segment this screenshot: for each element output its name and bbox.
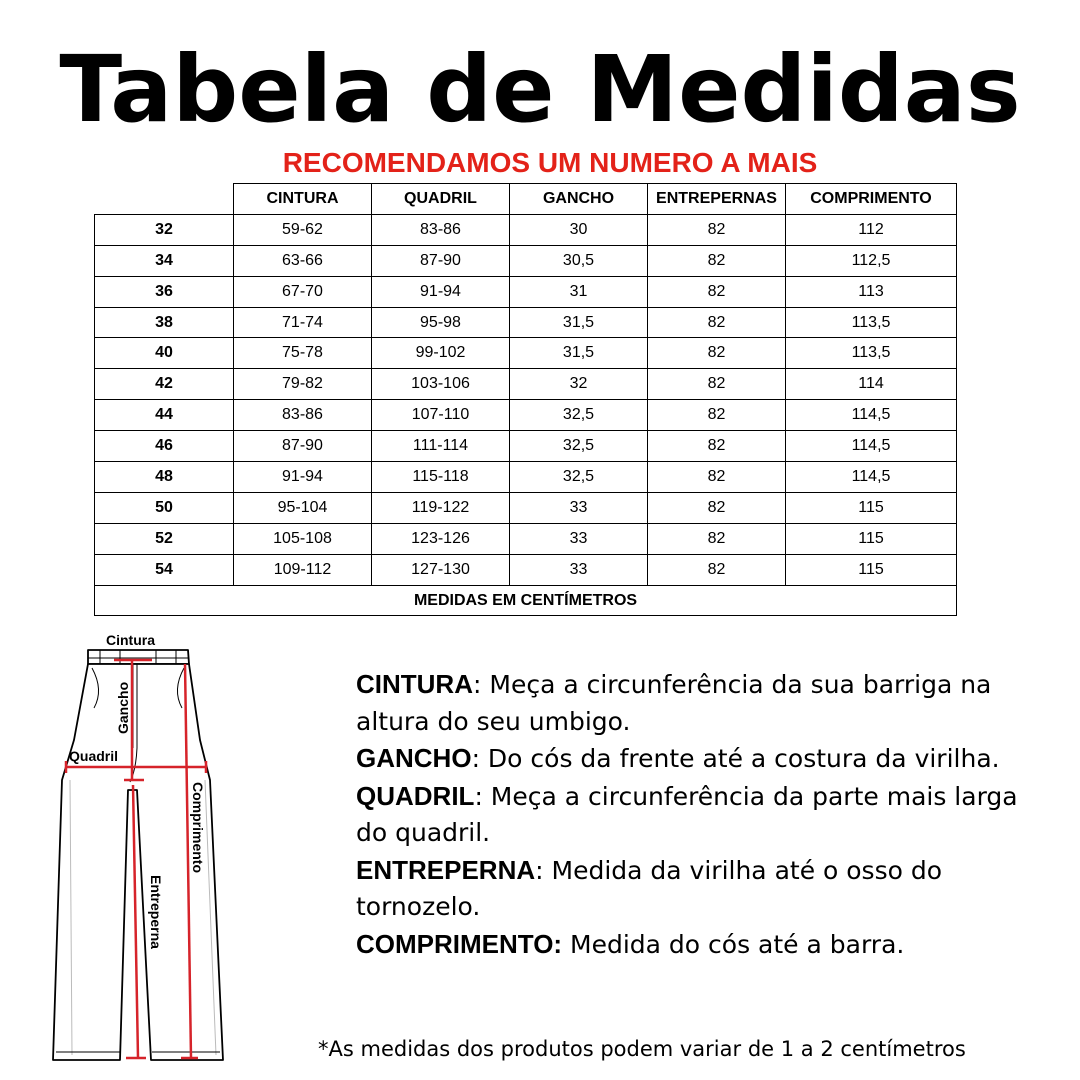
table-cell: 111-114 [372,431,510,462]
size-cell: 38 [95,307,234,338]
table-cell: 82 [648,554,786,585]
header-cintura: CINTURA [234,184,372,215]
label-gancho: Gancho [115,681,131,734]
table-cell: 32,5 [510,462,648,493]
size-cell: 32 [95,214,234,245]
table-cell: 71-74 [234,307,372,338]
table-cell: 83-86 [372,214,510,245]
table-cell: 31,5 [510,338,648,369]
desc-entreperna [356,852,1056,926]
table-cell: 91-94 [372,276,510,307]
table-cell: 82 [648,245,786,276]
desc-cintura [356,666,1056,740]
table-footer-row [95,585,957,616]
table-cell: 33 [510,492,648,523]
table-cell: 114,5 [786,400,957,431]
text-gancho: : Do cós da frente até a costura da virilha. [471,744,1000,773]
table-cell: 59-62 [234,214,372,245]
pants-diagram [40,630,240,1070]
table-cell: 32,5 [510,400,648,431]
table-cell: 82 [648,400,786,431]
header-comprimento: COMPRIMENTO [786,184,957,215]
table-cell: 31 [510,276,648,307]
table-cell: 82 [648,369,786,400]
variation-note: *As medidas dos produtos podem variar de 1 a 2 centímetros [318,1037,966,1061]
desc-comprimento [356,926,1056,964]
table-cell: 123-126 [372,523,510,554]
table-cell: 113,5 [786,307,957,338]
table-row [95,214,957,245]
table-cell: 79-82 [234,369,372,400]
text-quadril: : Meça a circunferência da parte mais larga do quadril. [356,781,1018,847]
table-row [95,523,957,554]
table-row [95,431,957,462]
label-comprimento: Comprimento [190,782,206,873]
table-cell: 113,5 [786,338,957,369]
term-quadril: QUADRIL [356,780,475,811]
table-cell: 113 [786,276,957,307]
header-gancho: GANCHO [510,184,648,215]
header-size [95,184,234,215]
header-entrepernas: ENTREPERNAS [648,184,786,215]
table-cell: 30 [510,214,648,245]
table-cell: 107-110 [372,400,510,431]
term-cintura: CINTURA [356,669,473,699]
table-cell: 30,5 [510,245,648,276]
table-cell: 82 [648,523,786,554]
measurement-descriptions [356,666,1056,963]
table-cell: 32,5 [510,431,648,462]
text-cintura: : Meça a circunferência da sua barriga na altura do seu umbigo. [356,670,992,736]
table-cell: 33 [510,523,648,554]
size-table [94,183,957,616]
table-cell: 31,5 [510,307,648,338]
table-cell: 75-78 [234,338,372,369]
size-cell: 48 [95,462,234,493]
table-row [95,338,957,369]
table-row [95,369,957,400]
term-entreperna: ENTREPERNA [356,854,536,885]
label-quadril: Quadril [69,748,119,764]
header-quadril: QUADRIL [372,184,510,215]
table-cell: 95-98 [372,307,510,338]
table-cell: 103-106 [372,369,510,400]
table-cell: 87-90 [234,431,372,462]
table-cell: 115-118 [372,462,510,493]
text-comprimento: Medida do cós até a barra. [562,929,905,959]
label-cintura: Cintura [106,632,155,648]
table-cell: 114,5 [786,431,957,462]
table-cell: 82 [648,338,786,369]
table-cell: 95-104 [234,492,372,523]
table-row [95,462,957,493]
table-cell: 87-90 [372,245,510,276]
table-header-row [95,184,957,215]
table-row [95,554,957,585]
table-cell: 82 [648,276,786,307]
table-row [95,307,957,338]
desc-gancho [356,740,1056,778]
table-cell: 114 [786,369,957,400]
recommendation-subtitle: RECOMENDAMOS UM NUMERO A MAIS [282,147,818,178]
table-cell: 115 [786,492,957,523]
table-cell: 63-66 [234,245,372,276]
table-cell: 127-130 [372,554,510,585]
table-cell: 91-94 [234,462,372,493]
size-cell: 36 [95,276,234,307]
table-cell: 33 [510,554,648,585]
table-cell: 115 [786,554,957,585]
size-cell: 42 [95,369,234,400]
text-entreperna: : Medida da virilha até o osso do tornozelo. [356,855,943,921]
table-row [95,400,957,431]
term-gancho: GANCHO [356,743,472,773]
table-cell: 83-86 [234,400,372,431]
size-cell: 50 [95,492,234,523]
table-row [95,245,957,276]
size-cell: 54 [95,554,234,585]
table-cell: 115 [786,523,957,554]
size-cell: 44 [95,400,234,431]
table-cell: 82 [648,431,786,462]
table-cell: 82 [648,462,786,493]
table-cell: 67-70 [234,276,372,307]
term-comprimento: COMPRIMENTO: [356,928,563,959]
page-title: Tabela de Medidas [59,36,1021,143]
table-cell: 82 [648,307,786,338]
table-cell: 82 [648,492,786,523]
size-cell: 34 [95,245,234,276]
table-footer: MEDIDAS EM CENTÍMETROS [95,585,957,616]
size-cell: 52 [95,523,234,554]
table-cell: 32 [510,369,648,400]
label-entreperna: Entreperna [148,875,164,949]
table-cell: 119-122 [372,492,510,523]
table-cell: 105-108 [234,523,372,554]
size-cell: 46 [95,431,234,462]
size-cell: 40 [95,338,234,369]
table-row [95,492,957,523]
desc-quadril [356,778,1056,852]
table-cell: 99-102 [372,338,510,369]
table-cell: 112 [786,214,957,245]
table-cell: 82 [648,214,786,245]
table-row [95,276,957,307]
table-cell: 114,5 [786,462,957,493]
table-cell: 109-112 [234,554,372,585]
table-cell: 112,5 [786,245,957,276]
